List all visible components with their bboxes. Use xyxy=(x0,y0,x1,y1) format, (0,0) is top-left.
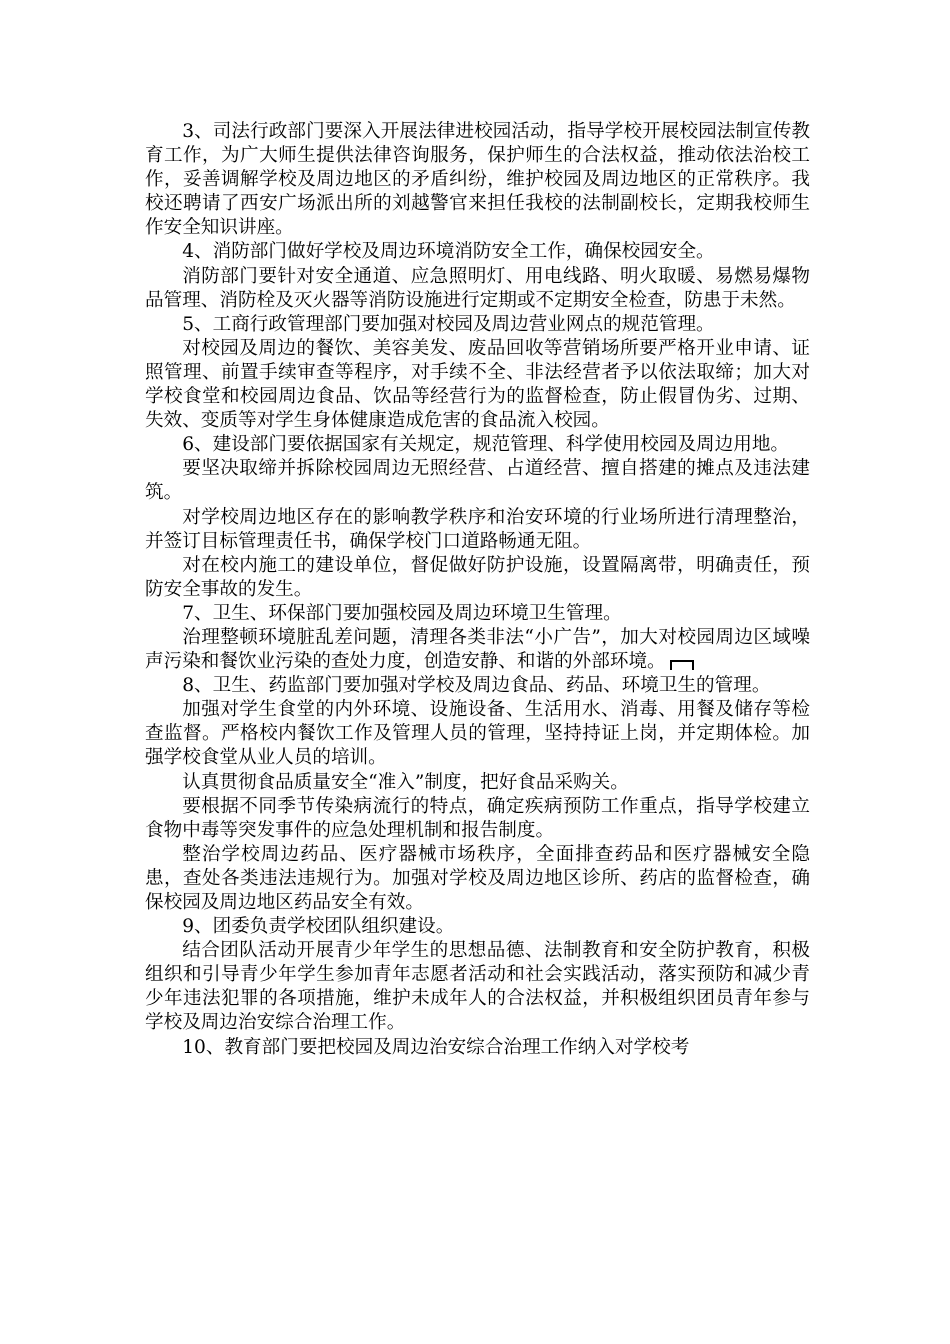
paragraph-area-rectification: 对学校周边地区存在的影响教学秩序和治安环境的行业场所进行清理整治，并签订目标管理责任书，确保学校门口道路畅通无阻。 xyxy=(145,506,810,552)
paragraph-item-10-education: 10、教育部门要把校园及周边治安综合治理工作纳入对学校考 xyxy=(182,1036,690,1058)
paragraph-item-6-construction: 6、建设部门要依据国家有关规定，规范管理、科学使用校园及周边用地。 xyxy=(182,434,790,456)
paragraph-disease-prevention: 要根据不同季节传染病流行的特点，确定疾病预防工作重点，指导学校建立食物中毒等突发事件的应急处理机制和报告制度。 xyxy=(145,795,810,841)
paragraph-environment-cleanup-text: 治理整顿环境脏乱差问题，清理各类非法“小广告”，加大对校园周边区域噪声污染和餐饮业污染的查处力度，创造安静、和谐的外部环境。 xyxy=(145,626,810,673)
cursor-marker-icon xyxy=(670,660,694,670)
paragraph-item-4-fire: 4、消防部门做好学校及周边环境消防安全工作，确保校园安全。 xyxy=(182,241,715,263)
paragraph-construction-safety: 对在校内施工的建设单位，督促做好防护设施，设置隔离带，明确责任，预防安全事故的发生。 xyxy=(145,554,810,600)
paragraph-canteen-inspection: 加强对学生食堂的内外环境、设施设备、生活用水、消毒、用餐及储存等检查监督。严格校内餐饮工作及管理人员的管理，坚持持证上岗，并定期体检。加强学校食堂从业人员的培训。 xyxy=(145,699,810,769)
paragraph-item-3-justice: 3、司法行政部门要深入开展法律进校园活动，指导学校开展校园法制宣传教育工作，为广大师生提供法律咨询服务，保护师生的合法权益，推动依法治校工作，妥善调解学校及周边地区的矛盾纠纷，维护校园及周边地区的正常秩序。我校还聘请了西安广场派出所的刘越警官来担任我校的法制副校长，定期我校师生作安全知识讲座。 xyxy=(145,121,810,239)
paragraph-commerce-details: 对校园及周边的餐饮、美容美发、废品回收等营销场所要严格开业申请、证照管理、前置手续审查等程序，对手续不全、非法经营者予以依法取缔；加大对学校食堂和校园周边食品、饮品等经营行为的监督检查，防止假冒伪劣、过期、失效、变质等对学生身体健康造成危害的食品流入校园。 xyxy=(145,337,810,432)
paragraph-illegal-stalls: 要坚决取缔并拆除校园周边无照经营、占道经营、擅自搭建的摊点及违法建筑。 xyxy=(145,458,810,504)
paragraph-item-7-sanitation: 7、卫生、环保部门要加强校园及周边环境卫生管理。 xyxy=(182,602,622,624)
paragraph-item-9-youth-league: 9、团委负责学校团队组织建设。 xyxy=(182,916,455,938)
paragraph-food-access: 认真贯彻食品质量安全“准入”制度，把好食品采购关。 xyxy=(182,771,629,793)
paragraph-fire-inspection: 消防部门要针对安全通道、应急照明灯、用电线路、明火取暖、易燃易爆物品管理、消防栓及灭火器等消防设施进行定期或不定期安全检查，防患于未然。 xyxy=(145,265,810,311)
paragraph-environment-cleanup xyxy=(145,626,810,674)
document-body xyxy=(145,120,810,1060)
paragraph-item-8-food-drug: 8、卫生、药监部门要加强对学校及周边食品、药品、环境卫生的管理。 xyxy=(182,675,771,697)
paragraph-drug-market: 整治学校周边药品、医疗器械市场秩序，全面排查药品和医疗器械安全隐患，查处各类违法违规行为。加强对学校及周边地区诊所、药店的监督检查，确保校园及周边地区药品安全有效。 xyxy=(145,843,810,913)
paragraph-youth-activities: 结合团队活动开展青少年学生的思想品德、法制教育和安全防护教育，积极组织和引导青少年学生参加青年志愿者活动和社会实践活动，落实预防和减少青少年违法犯罪的各项措施，维护未成年人的合法权益，并积极组织团员青年参与学校及周边治安综合治理工作。 xyxy=(145,940,810,1034)
paragraph-item-5-commerce: 5、工商行政管理部门要加强对校园及周边营业网点的规范管理。 xyxy=(182,313,715,335)
